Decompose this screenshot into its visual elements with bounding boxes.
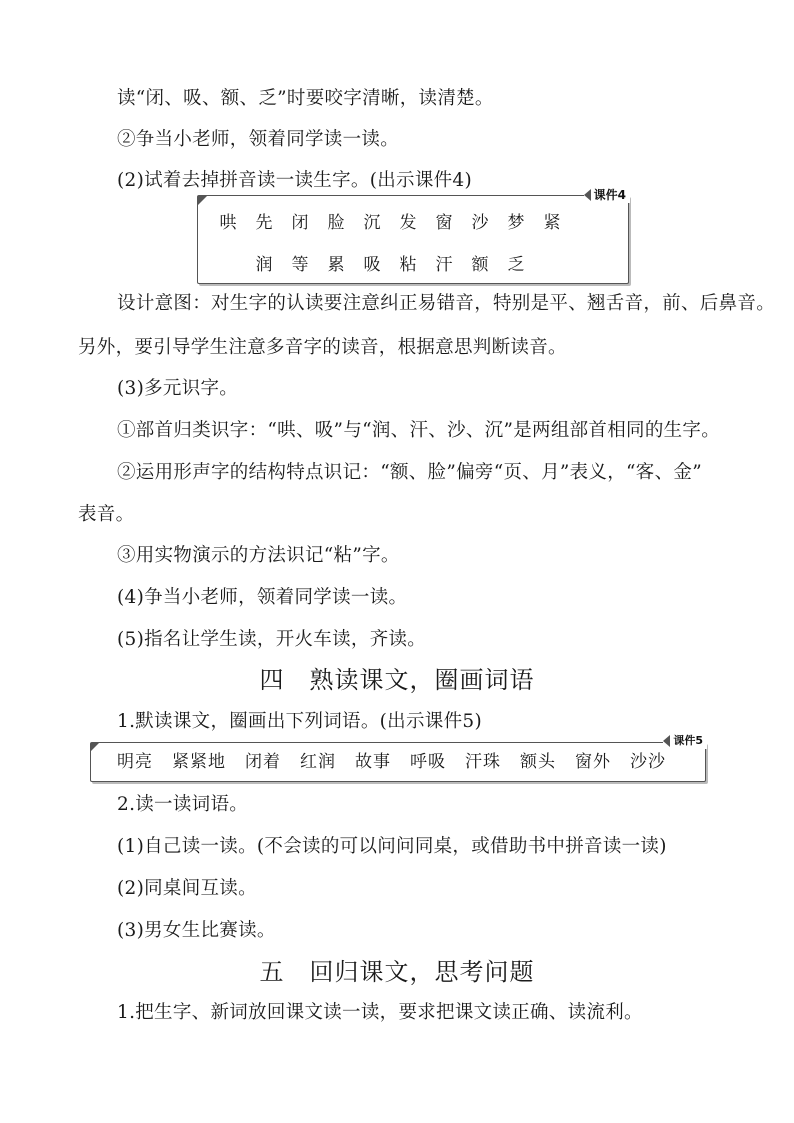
section-4-heading: 四 熟读课文，圈画词语 [259, 666, 535, 694]
line-2: ②争当小老师，领着同学读一读。 [117, 129, 400, 150]
line-3: (2)试着去掉拼音读一读生字。(出示课件4) [117, 170, 473, 191]
char: 乏 [507, 255, 525, 275]
vocab-word: 故事 [355, 752, 391, 772]
line-12: (5)指名让学生读，开火车读，齐读。 [117, 629, 427, 650]
line-4: 设计意图：对生字的认读要注意纠正易错音，特别是平、翘舌音，前、后鼻音。 [117, 293, 776, 314]
line-15: (1)自己读一读。(不会读的可以问问同桌，或借助书中拼音读一读) [117, 836, 667, 857]
vocab-word: 额头 [520, 752, 556, 772]
line-16: (2)同桌间互读。 [117, 878, 257, 899]
char: 沙 [471, 213, 489, 233]
char: 紧 [543, 213, 561, 233]
vocab-word: 红润 [300, 752, 336, 772]
char: 汗 [435, 255, 453, 275]
vocab-word: 呼吸 [410, 752, 446, 772]
line-1: 读“闭、吸、额、乏”时要咬字清晰，读清楚。 [117, 88, 494, 109]
vocab-word: 汗珠 [465, 752, 501, 772]
line-18: 1.把生字、新词放回课文读一读，要求把课文读正确、读流利。 [117, 1002, 643, 1023]
box-corner-mark [91, 743, 99, 751]
char: 吸 [363, 255, 381, 275]
courseware-5-box [90, 734, 706, 782]
vocab-word: 紧紧地 [172, 752, 226, 772]
char: 脸 [327, 213, 345, 233]
char: 窗 [435, 213, 453, 233]
vocab-word: 明亮 [117, 752, 153, 772]
char-row-1 [210, 212, 570, 234]
line-9: 表音。 [78, 504, 135, 525]
word-row [117, 751, 666, 773]
line-7: ①部首归类识字：“哄、吸”与“润、汗、沙、沉”是两组部首相同的生字。 [117, 420, 721, 441]
vocab-word: 闭着 [245, 752, 281, 772]
vocab-word: 窗外 [575, 752, 611, 772]
line-8: ②运用形声字的结构特点识记：“额、脸”偏旁“页、月”表义，“客、金” [117, 462, 702, 483]
line-14: 2.读一读词语。 [117, 794, 249, 815]
section-5-heading: 五 回归课文，思考问题 [259, 958, 535, 986]
char: 哄 [219, 213, 237, 233]
line-10: ③用实物演示的方法识记“粘”字。 [117, 545, 400, 566]
line-5: 另外，要引导学生注意多音字的读音，根据意思判断读音。 [78, 337, 567, 358]
char: 沉 [363, 213, 381, 233]
char: 额 [471, 255, 489, 275]
courseware-4-box [197, 188, 629, 284]
char: 先 [255, 213, 273, 233]
line-6: (3)多元识字。 [117, 378, 239, 399]
box-corner-mark [198, 196, 207, 205]
char: 发 [399, 213, 417, 233]
char: 润 [255, 255, 273, 275]
vocab-word: 沙沙 [630, 752, 666, 772]
char-row-2 [246, 254, 534, 276]
char: 粘 [399, 255, 417, 275]
char: 等 [291, 255, 309, 275]
courseware-5-tag: 课件5 [663, 733, 707, 749]
char: 梦 [507, 213, 525, 233]
courseware-4-tag: 课件4 [584, 187, 630, 203]
line-13: 1.默读课文，圈画出下列词语。(出示课件5) [117, 711, 482, 732]
char: 累 [327, 255, 345, 275]
line-11: (4)争当小老师，领着同学读一读。 [117, 587, 408, 608]
char: 闭 [291, 213, 309, 233]
line-17: (3)男女生比赛读。 [117, 920, 276, 941]
